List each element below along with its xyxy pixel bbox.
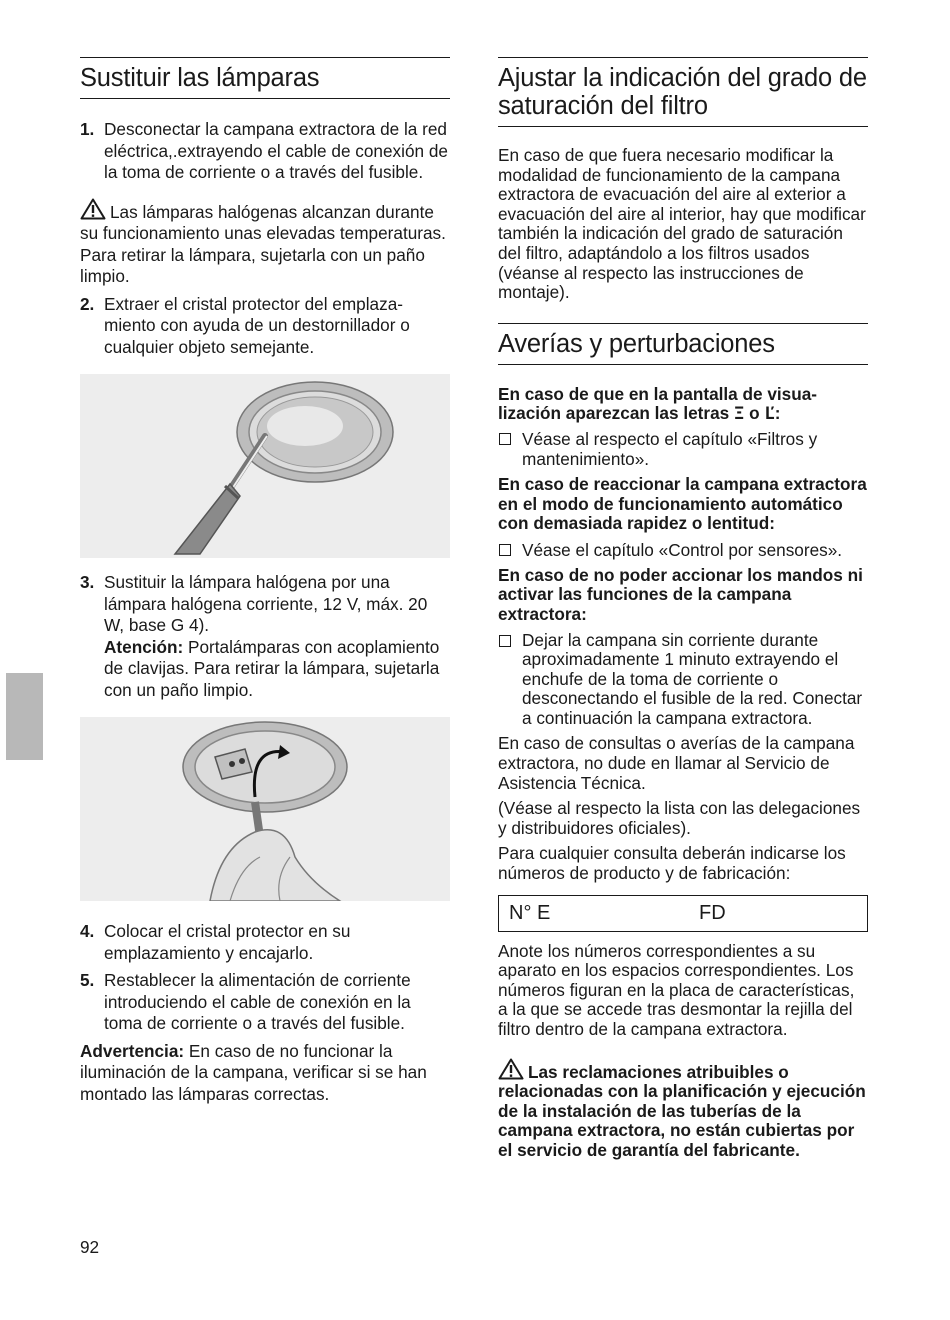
figure-remove-glass [80,374,450,558]
step-3: 3. Sustituir la lámpara halógena por una lámpara halógena corriente, 12 V, máx. 20 W, base G 4). Atención: Portalámparas con acoplamiento de clavijas. Para retirar la lámpara, sujetarla con un paño limpio. [80,572,440,700]
section-tab [6,673,43,760]
case-controls: En caso de no poder accionar los mandos ni activar las funciones de la campana extractora: [498,564,863,624]
step-1: 1. Desconectar la campana extractora de la red eléctrica,.extrayendo el cable de conexión de la toma de corriente o a través del fusible. [80,119,448,182]
advertencia: Advertencia: En caso de no funcionar la iluminación de la campana, verificar si se han montado las lámparas correctas. [80,1040,427,1104]
check-item-3: Dejar la campana sin corriente durante aproximadamente 1 minuto extrayendo el enchufe de la toma de corriente o desconectando el fusible de la red. Conectar a continuación la campana extractora. [498,631,868,729]
display-symbol-2: Ľ [764,404,775,425]
heading-filter-saturation: Ajustar la indicación del grado de saturación del filtro [498,57,868,127]
para-delegations: (Véase al respecto la lista con las delegaciones y distribuidores oficiales). [498,798,861,838]
step-2: 2. Extraer el cristal protector del emplaza-miento con ayuda de un destornillador o cualquier objeto semejante. [80,293,410,357]
right-column [498,57,868,1161]
fd-number-label: FD [699,901,726,924]
step-4: 4. Colocar el cristal protector en su emplazamiento y encajarlo. [80,921,351,963]
case-display-letters: En caso de que en la pantalla de visua-lización aparezcan las letras Ξ o Ľ: [498,383,818,425]
step-5: 5. Restablecer la alimentación de corriente introduciendo el cable de conexión en la toma de corriente o a través del fusible. [80,970,411,1033]
para-product-numbers: Para cualquier consulta deberán indicarse los números de producto y de fabricación: [498,843,846,884]
check-item-1: Véase al respecto el capítulo «Filtros y mantenimiento». [498,429,868,469]
figure-replace-halogen [80,717,450,901]
checkbox-icon [499,544,511,556]
para-filter-mode: En caso de que fuera necesario modificar la modalidad de funcionamiento de la campana extractora de evacuación del aire al exterior a evacuación del aire al interior, hay que modificar también la indicación del grado de saturación del filtro, adaptándolo a los filtros usados (véanse al respecto las instrucciones de montaje). [498,145,866,303]
heading-replace-lamps: Sustituir las lámparas [80,57,450,99]
product-number-box [498,895,868,932]
left-column [80,57,450,1105]
para-rating-plate: Anote los números correspondientes a su aparato en los espacios correspondientes. Los números figuran en la placa de características, a la que se accede tras desmontar la rejilla del filtro dentro de la campana extractora. [498,940,855,1039]
display-symbol-1: Ξ [733,404,745,425]
page-number: 92 [80,1237,100,1257]
heading-faults: Averías y perturbaciones [498,323,868,365]
warning-warranty: Las reclamaciones atribuibles o relacionadas con la planificación y ejecución de la instalación de las tuberías de la campana extractora, no están cubiertas por el servicio de garantía del fabricante. [498,1058,868,1161]
check-item-2: Véase el capítulo «Control por sensores». [498,540,868,560]
para-service: En caso de consultas o averías de la campana extractora, no dude en llamar al Servicio de Asistencia Técnica. [498,733,855,793]
e-number-label: N° E [509,901,551,924]
warning-halogen: Las lámparas halógenas alcanzan durante su funcionamiento unas elevadas temperaturas. Para retirar la lámpara, sujetarla con un paño limpio. [80,198,450,288]
case-auto-mode: En caso de reaccionar la campana extractora en el modo de funcionamiento automático con demasiada rapidez o lentitud: [498,473,867,534]
screwdriver-illustration [80,374,450,558]
halogen-lamp-illustration [80,717,450,901]
checkbox-icon [499,433,511,445]
checkbox-icon [499,635,511,647]
warning-icon [80,198,106,220]
warning-icon [498,1058,524,1080]
